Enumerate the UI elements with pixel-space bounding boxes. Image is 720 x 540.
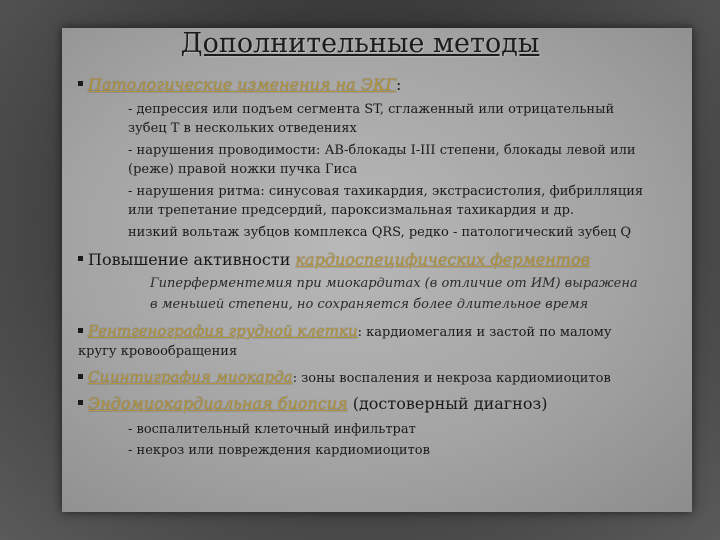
biopsy-line-2: - некроз или повреждения кардиомиоцитов (128, 443, 430, 458)
bullet-enzymes (78, 250, 590, 269)
ecg-line-7: низкий вольтаж зубцов комплекса QRS, редко - патологический зубец Q (128, 225, 632, 240)
ecg-line-1: - депрессия или подъем сегмента ST, сглаженный или отрицательный (128, 102, 615, 117)
biopsy-line-1: - воспалительный клеточный инфильтрат (128, 422, 416, 437)
bullet-ecg (78, 75, 401, 94)
bullet-scintigraphy (78, 368, 611, 386)
bullet-biopsy (78, 394, 547, 413)
term-ecg: Патологические изменения на ЭКГ (88, 75, 396, 94)
term-scintigraphy: Сцинтиграфия миокарда (88, 368, 293, 386)
enzymes-note-2: в меньшей степени, но сохраняется более длительное время (150, 297, 589, 312)
bullet-marker (78, 328, 83, 333)
bullet-marker (78, 400, 83, 405)
term-biopsy: Эндомиокардиальная биопсия (88, 394, 348, 413)
ecg-line-5: - нарушения ритма: синусовая тахикардия, экстрасистолия, фибрилляция (128, 184, 644, 199)
ecg-line-6: или трепетание предсердий, пароксизмальная тахикардия и др. (128, 203, 575, 218)
slide-title: Дополнительные методы (180, 28, 540, 59)
term-xray: Рентгенография грудной клетки (88, 322, 358, 340)
ecg-line-3: - нарушения проводимости: АВ-блокады I-III степени, блокады левой или (128, 143, 636, 158)
term-ecg-colon: : (395, 75, 402, 94)
enzymes-note-1: Гиперферментемия при миокардитах (в отличие от ИМ) выражена (150, 276, 638, 291)
bullet-marker (78, 374, 83, 379)
ecg-line-2: зубец T в нескольких отведениях (128, 121, 357, 136)
enzymes-prefix: Повышение активности (88, 250, 296, 269)
xray-cont: кругу кровообращения (78, 344, 238, 359)
biopsy-desc: (достоверный диагноз) (347, 394, 548, 413)
ecg-line-4: (реже) правой ножки пучка Гиса (128, 162, 358, 177)
xray-desc: : кардиомегалия и застой по малому (357, 325, 612, 340)
bullet-xray (78, 322, 612, 340)
content-panel (62, 28, 692, 512)
bullet-marker (78, 81, 83, 86)
bullet-marker (78, 256, 83, 261)
term-enzymes: кардиоспецифических ферментов (295, 250, 590, 269)
scintigraphy-desc: : зоны воспаления и некроза кардиомиоцитов (292, 371, 611, 386)
